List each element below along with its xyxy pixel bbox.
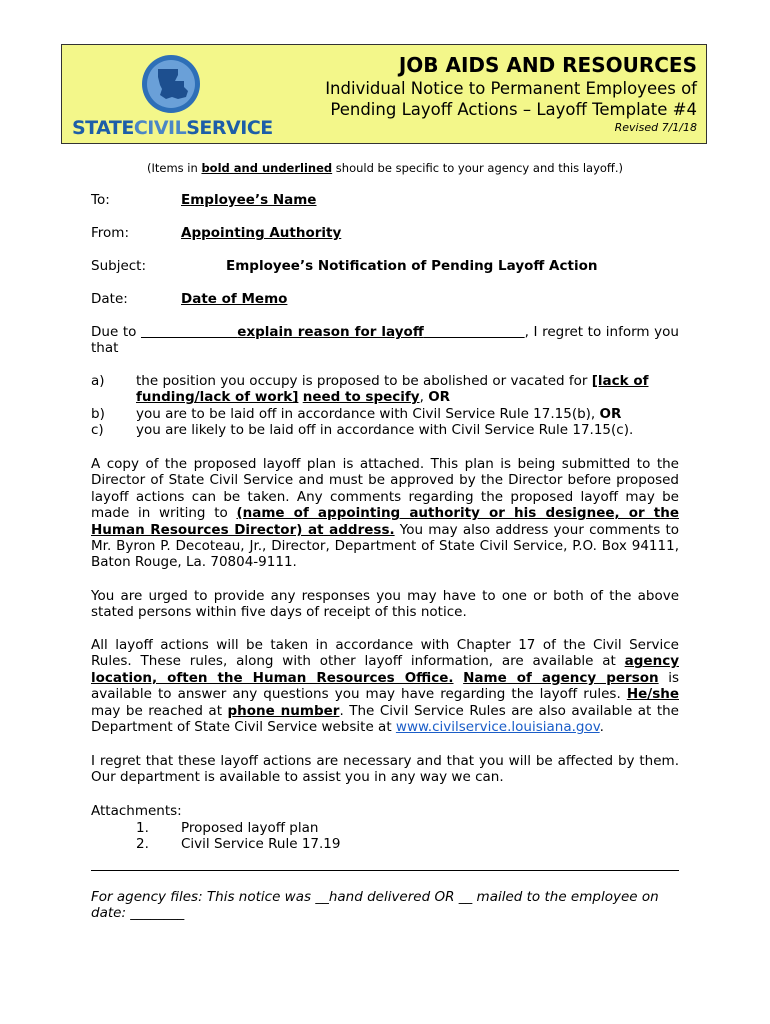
regret-paragraph: I regret that these layoff actions are necessary and that you will be affected by them. Our department is available to assist you in any way we can. — [91, 753, 679, 786]
memo-from-row — [91, 225, 341, 241]
memo-from-value: Appointing Authority — [181, 225, 342, 241]
logo-circle-icon — [142, 55, 200, 113]
memo-date-row — [91, 291, 287, 307]
page-title: JOB AIDS AND RESOURCES — [398, 53, 697, 77]
memo-to-label: To: — [91, 192, 110, 208]
louisiana-map-icon — [142, 55, 200, 113]
memo-subject-row — [91, 258, 597, 274]
page-subtitle-line2: Pending Layoff Actions – Layoff Template #4 — [330, 100, 697, 119]
revision-date: Revised 7/1/18 — [614, 121, 697, 134]
state-civil-service-logo — [72, 53, 273, 139]
memo-to-value: Employee’s Name — [181, 192, 317, 208]
memo-subject-value: Employee’s Notification of Pending Layoff Action — [226, 258, 598, 274]
page-subtitle-line1: Individual Notice to Permanent Employees of — [325, 79, 697, 98]
memo-subject-label: Subject: — [91, 258, 147, 274]
response-paragraph: You are urged to provide any responses you may have to one or both of the above stated persons within five days of receipt of this notice. — [91, 588, 679, 621]
divider — [91, 870, 679, 871]
memo-date-label: Date: — [91, 291, 128, 307]
attachments-label: Attachments: — [91, 803, 182, 819]
header-banner — [61, 44, 707, 144]
layoff-reason: explain reason for layoff — [237, 324, 424, 340]
instruction-note: (Items in bold and underlined should be specific to your agency and this layoff.) — [147, 161, 623, 175]
logo-wordmark: STATECIVILSERVICE — [72, 117, 273, 139]
memo-date-value: Date of Memo — [181, 291, 288, 307]
intro-paragraph: Due to explain reason for layoff , I regret to inform you that — [91, 324, 679, 357]
layoff-plan-paragraph: A copy of the proposed layoff plan is attached. This plan is being submitted to the Director of State Civil Service and must be approved by the Director before proposed layoff actions can be taken. Any comments regarding the proposed layoff may be made in writing to (name of appointing authority or his designee, or the Human Resources Director) at address. You may also address your comments to Mr. Byron P. Decoteau, Jr., Director, Department of State Civil Service, P.O. Box 94111, Baton Rouge, La. 70804-9111. — [91, 456, 679, 571]
memo-to-row — [91, 192, 316, 208]
civil-service-website-link[interactable]: www.civilservice.louisiana.gov — [395, 719, 600, 736]
memo-from-label: From: — [91, 225, 129, 241]
rules-paragraph: All layoff actions will be taken in accordance with Chapter 17 of the Civil Service Rules. These rules, along with other layoff information, are available at agency location, often the Human Resources Office. Name of agency person is available to answer any questions you may have regarding the layoff rules. He/she may be reached at phone number. The Civil Service Rules are also available at the Department of State Civil Service website at www.civilservice.louisiana.gov. — [91, 637, 679, 736]
agency-files-footer: For agency files: This notice was __hand delivered OR __ mailed to the employee on date: ________ — [91, 889, 659, 922]
